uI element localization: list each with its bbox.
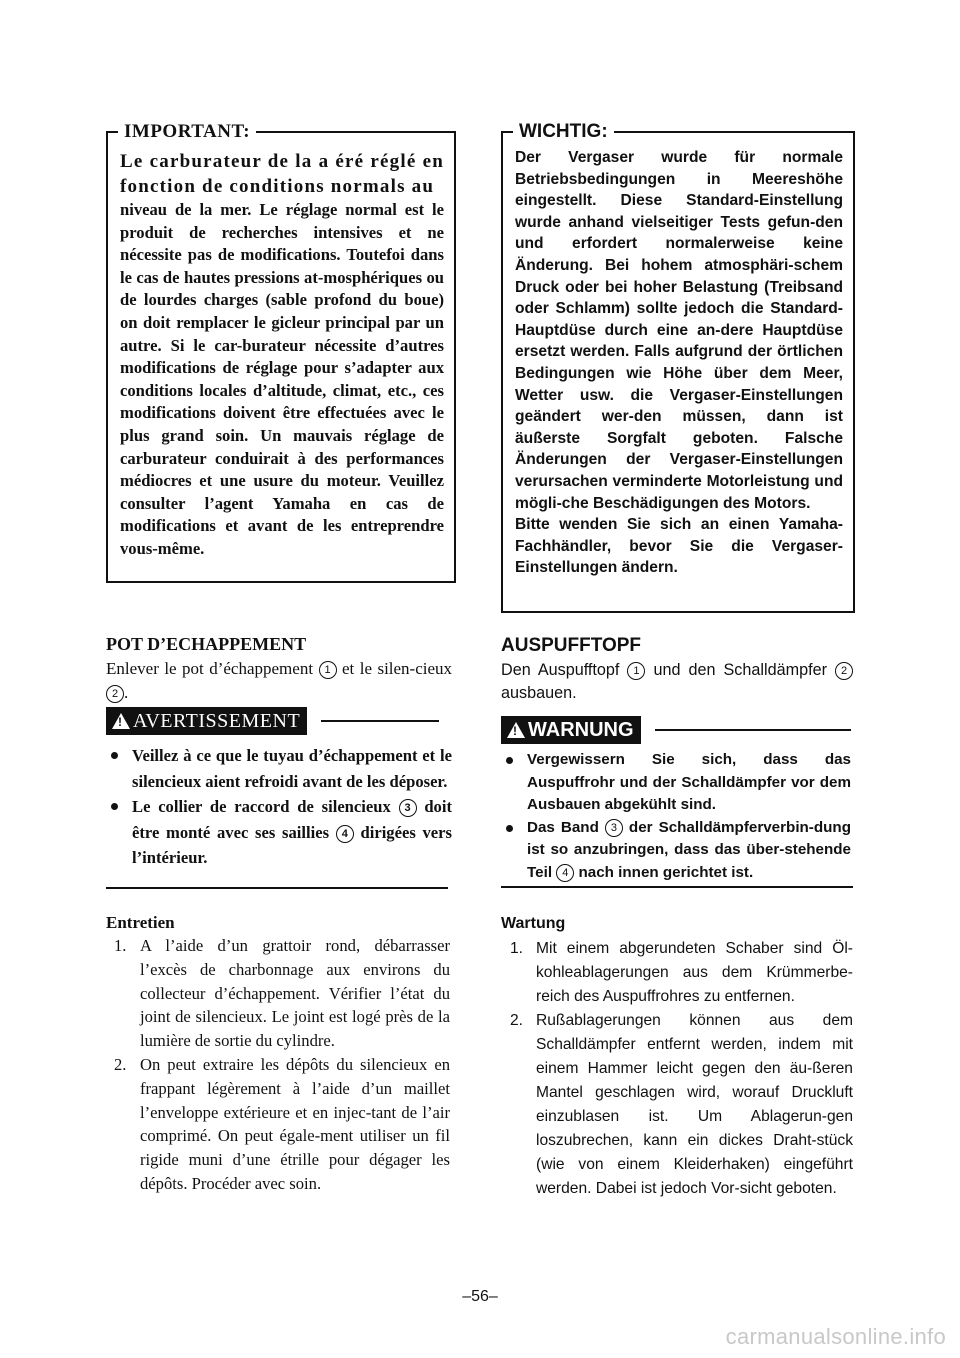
important-legend-fr: IMPORTANT: (118, 120, 256, 144)
warning-item-fr: Le collier de raccord de silencieux 3 doit être monté avec ses saillies 4 dirigées vers l’intérieur. (106, 794, 452, 871)
warning-triangle-icon (507, 722, 525, 738)
maintenance-steps-fr (114, 934, 450, 1196)
warning-end-rule-de (501, 886, 853, 888)
maintenance-step-fr: 1. A l’aide d’un grattoir rond, débarrasser l’excès de charbonnage aux environs du collecteur d’échappement. Vérifier l’état du joint de silencieux. Le joint est logé près de la lumière de sortie du cylindre. (114, 936, 450, 1051)
important-legend-de: WICHTIG: (513, 120, 614, 144)
callout-2-fr: 2 (106, 685, 124, 703)
watermark-text: carmanualsonline.info (725, 1324, 946, 1349)
important-text-fr: niveau de la mer. Le réglage normal est le produit de recherches intensives et ne nécessite pas de modifications. Toutefoi dans le cas de hautes pressions at-mosphériques ou de lourdes charges (sable profond du boue) on doit remplacer le gicleur principal par un autre. Si le car-burateur nécessite d’autres modifications de réglage pour s’adapter aux conditions locales d’altitude, climat, etc., ces modifications doivent être effectuées avec le plus grand soin. Un mauvais réglage de carburateur conduirait à des performances médiocres et une usure du moteur. Veuillez consulter l’agent Yamaha en cas de modifications et avant de les entreprendre vous-même. (120, 200, 444, 558)
section-title-fr: POT D’ECHAPPEMENT (106, 634, 307, 654)
warning-rule-fr (321, 720, 439, 722)
callout-4-fr: 4 (336, 825, 354, 843)
warning-badge-fr (106, 707, 307, 735)
section-intro-de: Den Auspufftopf 1 und den Schalldämpfer 2 ausbauen. (501, 659, 853, 705)
maintenance-step-de: 1. Mit einem abgerundeten Schaber sind Öl-kohleablagerungen aus dem Krümmerbe-reich des Auspuffrohres zu entfernen. (510, 940, 853, 1005)
warning-badge-de (501, 716, 641, 744)
important-text-de: Der Vergaser wurde für normale Betriebsbedingungen in Meereshöhe eingestellt. Diese Standard-Einstellung wurde anhand vielseitiger Tests gefun-den und erfordert normalerweise keine Änderung. Bei hohem atmosphäri-schem Druck oder bei hoher Belastung (Treibsand oder Schlamm) sollte jedoch die Standard-Hauptdüse durch eine an-dere Hauptdüse ersetzt werden. Falls aufgrund der örtlichen Bedingungen wie Höhe über dem Meer, Wetter usw. die Vergaser-Einstellungen geändert wer-den müssen, dann ist äußerste Sorgfalt geboten. Falsche Änderungen der Vergaser-Einstellungen verursachen verminderte Motorleistung und mögli-che Beschädigungen des Motors. (515, 149, 843, 512)
warning-header-fr (106, 707, 448, 735)
section-intro-fr: Enlever le pot d’échappement 1 et le silen-cieux 2 . (106, 659, 453, 702)
warning-list-fr (106, 743, 452, 871)
important-note-de (501, 121, 855, 613)
important-text2-de: Bitte wenden Sie sich an einen Yamaha-Fachhändler, bevor Sie die Vergaser-Einstellungen ändern. (515, 516, 843, 577)
callout-3-fr: 3 (399, 799, 417, 817)
maintenance-step-de: 2. Rußablagerungen können aus dem Schalldämpfer entfernt werden, indem mit einem Hammer leicht gegen den äu-ßeren Mantel geschlagen wird, worauf Druckluft einzublasen ist. Um Ablagerun-gen loszubrechen, kann ein dickes Draht-stück (wie von einem Kleiderhaken) eingeführt werden. Dabei ist jedoch Vor-sicht geboten. (510, 1012, 853, 1197)
important-lead-fr: Le carburateur de la a éré réglé en fonction de conditions normals au (120, 151, 444, 197)
callout-1-fr: 1 (319, 661, 337, 679)
warning-label-de: WARNUNG (528, 718, 634, 741)
page-number: –56– (462, 1288, 498, 1305)
maintenance-title-fr: Entretien (106, 913, 175, 932)
maintenance-step-fr: 2. On peut extraire les dépôts du silencieux en frappant légèrement à l’aide d’un maillet l’enveloppe extérieure et en injec-tant de l’air comprimé. On peut égale-ment utiliser un fil rigide muni d’une étrille pour dégager les dépôts. Procéder avec soin. (114, 1054, 450, 1193)
section-title-de: AUSPUFFTOPF (501, 635, 642, 656)
warning-item-de: Vergewissern Sie sich, dass das Auspuffrohr und der Schalldämpfer vor dem Ausbauen abgekühlt sind. (501, 749, 851, 817)
warning-rule-de (655, 729, 851, 731)
warning-list-de (501, 749, 851, 884)
callout-2-de: 2 (835, 662, 853, 680)
maintenance-steps-de (510, 937, 853, 1201)
warning-end-rule-fr (106, 887, 448, 889)
callout-4-de: 4 (556, 864, 574, 882)
warning-item-de: Das Band 3 der Schalldämpferverbin-dung ist so anzubringen, dass das über-stehende Teil 4 nach innen gerichtet ist. (501, 817, 851, 885)
warning-header-de (501, 716, 853, 744)
callout-3-de: 3 (605, 819, 623, 837)
important-note-fr (106, 121, 456, 583)
callout-1-de: 1 (627, 662, 645, 680)
warning-item-fr: Veillez à ce que le tuyau d’échappement et le silencieux aient refroidi avant de les déposer. (106, 743, 452, 794)
warning-label-fr: AVERTISSEMENT (133, 709, 301, 732)
maintenance-title-de: Wartung (501, 915, 566, 932)
warning-triangle-icon (112, 713, 130, 729)
